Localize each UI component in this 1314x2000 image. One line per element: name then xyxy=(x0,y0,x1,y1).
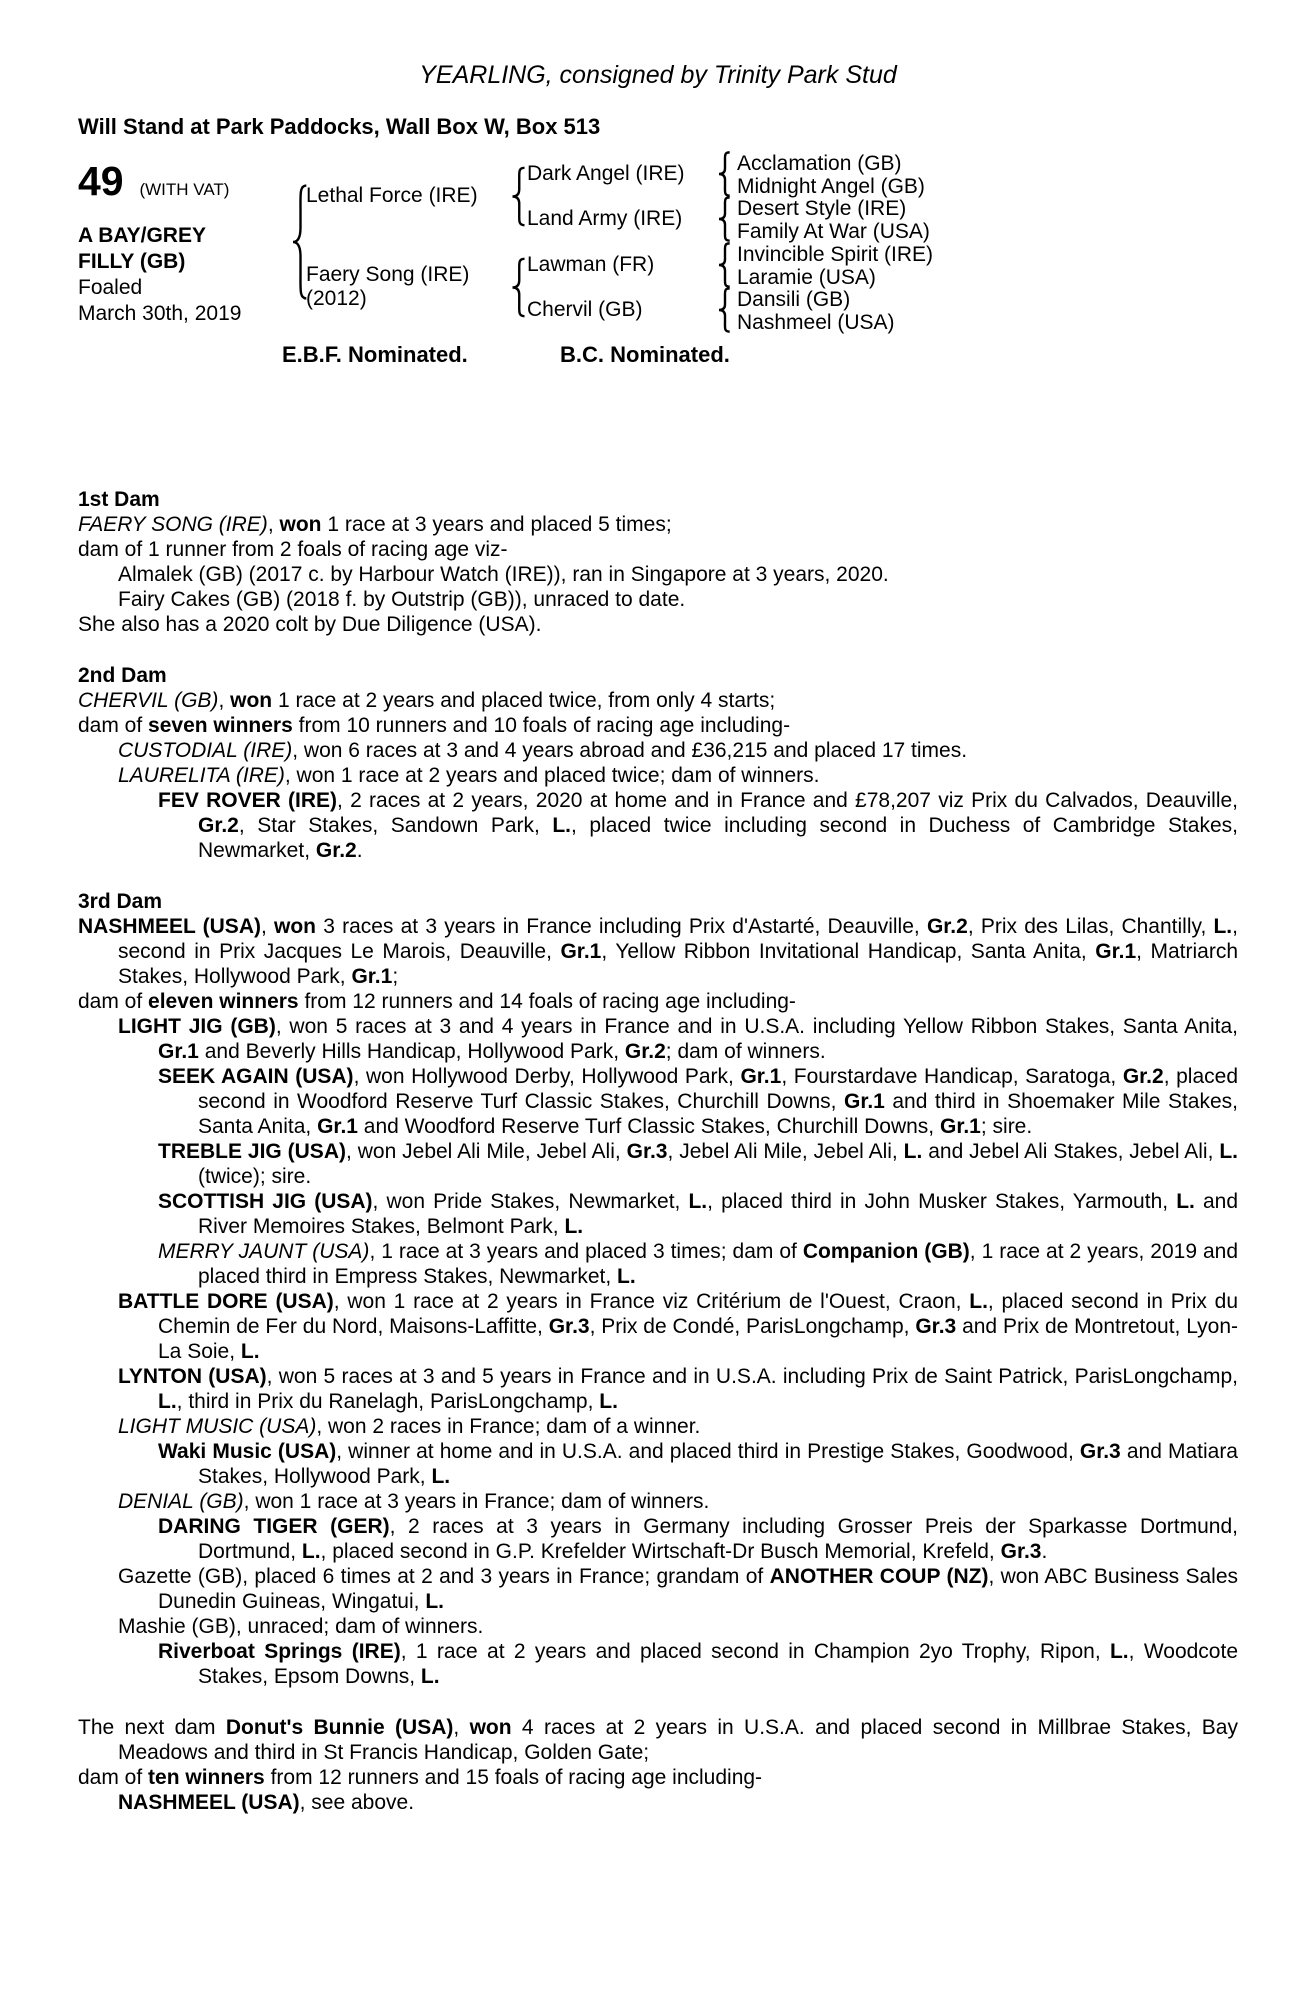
dam-section xyxy=(78,889,1238,1689)
pedigree-paragraph xyxy=(78,537,1238,562)
text-run: , 1 race at 2 years, 2019 and placed third in Empress Stakes, Newmarket, xyxy=(198,1240,1238,1288)
text-run: CHERVIL (GB) xyxy=(78,689,219,712)
pedigree-paragraph xyxy=(78,1614,1238,1639)
text-run: , Jebel Ali Mile, Jebel Ali, xyxy=(667,1140,904,1163)
gen3-dam: Laramie (USA) xyxy=(737,266,876,289)
text-run: Gr.2 xyxy=(1122,1065,1164,1088)
text-run: , won Pride Stakes, Newmarket, xyxy=(372,1190,689,1213)
text-run: Gr.3 xyxy=(1000,1540,1042,1563)
text-run: Donut's Bunnie (USA) xyxy=(225,1716,454,1739)
text-run: Companion (GB) xyxy=(802,1240,970,1263)
grandsire-name: Lawman (FR) xyxy=(527,253,655,276)
text-run: won xyxy=(469,1716,512,1739)
text-run: LAURELITA (IRE) xyxy=(118,764,285,787)
granddam-name: Chervil (GB) xyxy=(527,298,643,321)
bc-nomination: B.C. Nominated. xyxy=(560,342,730,367)
pedigree-paragraph xyxy=(78,1715,1238,1765)
text-run: , Star Stakes, Sandown Park, xyxy=(238,814,553,837)
text-run: dam of xyxy=(78,990,149,1013)
text-run: DARING TIGER (GER) xyxy=(158,1515,390,1538)
text-run: NASHMEEL (USA) xyxy=(78,915,261,938)
text-run: , won 1 race at 3 years in France; dam of winners. xyxy=(243,1490,710,1513)
text-run: , placed twice including second in Duchess of Cambridge Stakes, Newmarket, xyxy=(198,814,1238,862)
stand-location: Will Stand at Park Paddocks, Wall Box W, Box 513 xyxy=(78,114,601,139)
dam-section xyxy=(78,487,1238,637)
dam-name: Faery Song (IRE) xyxy=(306,263,470,286)
text-run: L. xyxy=(158,1390,177,1413)
text-run: , won 1 race at 2 years and placed twice; dam of winners. xyxy=(284,764,820,787)
text-run: FAERY SONG (IRE) xyxy=(78,513,268,536)
text-run: , Woodcote Stakes, Epsom Downs, xyxy=(198,1640,1238,1688)
text-run: Riverboat Springs (IRE) xyxy=(158,1640,401,1663)
text-run: dam of xyxy=(78,1766,149,1789)
pedigree-paragraph xyxy=(78,788,1238,863)
text-run: , won ABC Business Sales Dunedin Guineas, Wingatui, xyxy=(158,1565,1238,1613)
pedigree-paragraph xyxy=(78,1139,1238,1189)
text-run: Gr.2 xyxy=(926,915,968,938)
text-run: and Beverly Hills Handicap, Hollywood Park, xyxy=(198,1040,625,1063)
text-run: She also has a 2020 colt by Due Diligence (USA). xyxy=(78,613,542,636)
text-run: ANOTHER COUP (NZ) xyxy=(769,1565,989,1588)
text-run: , won 5 races at 3 and 5 years in France and in U.S.A. including Prix de Saint Patrick, ParisLongchamp, xyxy=(266,1365,1238,1388)
text-run: Gr.1 xyxy=(158,1040,199,1063)
text-run: The next dam xyxy=(78,1716,226,1739)
text-run: , won 1 race at 2 years in France viz Critérium de l'Ouest, Craon, xyxy=(333,1290,970,1313)
text-run: , 2 races at 3 years in Germany including Grosser Preis der Sparkasse Dortmund, Dortmund, xyxy=(198,1515,1238,1563)
text-run: Gr.1 xyxy=(560,940,602,963)
text-run: LYNTON (USA) xyxy=(118,1365,267,1388)
pedigree-paragraph xyxy=(78,1765,1238,1790)
pedigree-brace xyxy=(508,166,526,227)
text-run: Gr.3 xyxy=(548,1315,590,1338)
text-run: L. xyxy=(969,1290,988,1313)
text-run: Gr.1 xyxy=(843,1090,885,1113)
pedigree-brace xyxy=(715,151,731,197)
text-run: , winner at home and in U.S.A. and placed third in Prestige Stakes, Goodwood, xyxy=(336,1440,1080,1463)
text-run: , Fourstardave Handicap, Saratoga, xyxy=(781,1065,1123,1088)
foaled-label: Foaled xyxy=(78,276,143,299)
text-run: , 1 race at 3 years and placed 3 times; dam of xyxy=(369,1240,803,1263)
text-run: L. xyxy=(552,814,572,837)
pedigree-paragraph xyxy=(78,1289,1238,1364)
pedigree-paragraph xyxy=(78,989,1238,1014)
text-run: , won 6 races at 3 and 4 years abroad and £36,215 and placed 17 times. xyxy=(292,739,968,762)
text-run: LIGHT JIG (GB) xyxy=(118,1015,276,1038)
gen3-pair xyxy=(737,152,925,198)
text-run: Gr.2 xyxy=(624,1040,666,1063)
text-run: ; sire. xyxy=(980,1115,1033,1138)
dam-heading: 2nd Dam xyxy=(78,664,167,687)
pedigree-paragraph xyxy=(78,763,1238,788)
pedigree-area xyxy=(78,150,1238,375)
text-run: eleven winners xyxy=(148,990,299,1013)
text-run: ; xyxy=(392,965,399,988)
gen3-dam: Nashmeel (USA) xyxy=(737,311,895,334)
text-run: LIGHT MUSIC (USA) xyxy=(118,1415,317,1438)
text-run: (twice); sire. xyxy=(198,1165,312,1188)
text-run: Gazette (GB), placed 6 times at 2 and 3 years in France; grandam of xyxy=(118,1565,770,1588)
pedigree-brace xyxy=(715,242,731,288)
gen3-sire: Dansili (GB) xyxy=(737,288,851,311)
pedigree-paragraph xyxy=(78,1439,1238,1489)
text-run: L. xyxy=(1176,1190,1195,1213)
pedigree-paragraph xyxy=(78,1564,1238,1614)
text-run: MERRY JAUNT (USA) xyxy=(158,1240,370,1263)
gen3-sire: Desert Style (IRE) xyxy=(737,197,907,220)
text-run: L. xyxy=(301,1540,321,1563)
text-run: 3 races at 3 years in France including Prix d'Astarté, Deauville, xyxy=(316,915,927,938)
text-run: from 12 runners and 15 foals of racing age including- xyxy=(264,1766,763,1789)
text-run: ; dam of winners. xyxy=(665,1040,826,1063)
pedigree-paragraph xyxy=(78,1364,1238,1414)
text-run: , placed second in G.P. Krefelder Wirtschaft-Dr Busch Memorial, Krefeld, xyxy=(320,1540,1001,1563)
dam-year: (2012) xyxy=(306,287,367,310)
text-run: L. xyxy=(1109,1640,1129,1663)
ebf-nomination: E.B.F. Nominated. xyxy=(282,342,468,367)
text-run: , Prix de Condé, ParisLongchamp, xyxy=(589,1315,916,1338)
text-run: L. xyxy=(903,1140,923,1163)
pedigree-paragraph xyxy=(78,1639,1238,1689)
pedigree-brace xyxy=(715,287,731,333)
pedigree-paragraph xyxy=(78,914,1238,989)
text-run: , see above. xyxy=(299,1791,415,1814)
text-run: , third in Prix du Ranelagh, ParisLongchamp, xyxy=(176,1390,600,1413)
lot-number: 49 xyxy=(78,158,124,204)
text-run: Gr.2 xyxy=(315,839,357,862)
text-run: Gr.1 xyxy=(939,1115,981,1138)
pedigree-paragraph xyxy=(78,713,1238,738)
text-run: 1 race at 3 years and placed 5 times; xyxy=(321,513,672,536)
gen3-dam: Family At War (USA) xyxy=(737,220,930,243)
text-run: seven winners xyxy=(148,714,293,737)
page-title: YEARLING, consigned by Trinity Park Stud xyxy=(419,61,897,89)
text-run: Mashie (GB), unraced; dam of winners. xyxy=(118,1615,484,1638)
text-run: 4 races at 2 years in U.S.A. and placed second in Millbrae Stakes, Bay Meadows and third in St Francis Handicap, Golden Gate; xyxy=(118,1716,1238,1764)
foaled-date: March 30th, 2019 xyxy=(78,302,242,325)
text-run: . xyxy=(1041,1540,1048,1563)
text-run: NASHMEEL (USA) xyxy=(118,1791,300,1814)
text-run: Gr.3 xyxy=(626,1140,668,1163)
text-run: L. xyxy=(431,1465,451,1488)
text-run: , placed second in Prix du Chemin de Fer du Nord, Maisons-Laffitte, xyxy=(158,1290,1238,1338)
text-run: from 10 runners and 10 foals of racing age including- xyxy=(292,714,791,737)
text-run: Gr.3 xyxy=(915,1315,957,1338)
lot-block xyxy=(78,158,229,205)
text-run: and Prix de Montretout, Lyon-La Soie, xyxy=(158,1315,1238,1363)
text-run: . xyxy=(356,839,363,862)
pedigree-paragraph xyxy=(78,1790,1238,1815)
dam-heading: 3rd Dam xyxy=(78,890,163,913)
text-run: Almalek (GB) (2017 c. by Harbour Watch (IRE)), ran in Singapore at 3 years, 2020. xyxy=(118,563,889,586)
pedigree-paragraph xyxy=(78,1414,1238,1439)
text-run: Gr.3 xyxy=(1079,1440,1121,1463)
text-run: , xyxy=(260,915,275,938)
dam-section xyxy=(78,1715,1238,1815)
pedigree-paragraph xyxy=(78,512,1238,537)
text-run: dam of xyxy=(78,714,149,737)
text-run: L. xyxy=(420,1665,440,1688)
gen3-dam: Midnight Angel (GB) xyxy=(737,175,925,198)
pedigree-paragraph xyxy=(78,1014,1238,1064)
text-run: BATTLE DORE (USA) xyxy=(118,1290,334,1313)
text-run: L. xyxy=(617,1265,636,1288)
text-run: Waki Music (USA) xyxy=(158,1440,337,1463)
text-run: ten winners xyxy=(148,1766,265,1789)
text-run: , xyxy=(453,1716,470,1739)
text-run: Gr.1 xyxy=(317,1115,358,1138)
text-run: from 12 runners and 14 foals of racing age including- xyxy=(298,990,796,1013)
dam-section xyxy=(78,663,1238,863)
pedigree-paragraph xyxy=(78,562,1238,587)
text-run: Gr.1 xyxy=(740,1065,782,1088)
text-run: DENIAL (GB) xyxy=(118,1490,244,1513)
pedigree-brace xyxy=(715,196,731,242)
pedigree-paragraph xyxy=(78,587,1238,612)
horse-sex: FILLY (GB) xyxy=(78,250,186,273)
pedigree-paragraph xyxy=(78,1064,1238,1139)
text-run: , won 2 races in France; dam of a winner. xyxy=(316,1415,701,1438)
text-run: Fairy Cakes (GB) (2018 f. by Outstrip (GB)), unraced to date. xyxy=(118,588,686,611)
text-run: L. xyxy=(1213,915,1233,938)
dam-heading: 1st Dam xyxy=(78,488,160,511)
text-run: TREBLE JIG (USA) xyxy=(158,1140,346,1163)
text-run: , Prix des Lilas, Chantilly, xyxy=(967,915,1214,938)
text-run: L. xyxy=(1219,1140,1239,1163)
pedigree-brace xyxy=(288,182,308,302)
text-run: , placed second in Woodford Reserve Turf Classic Stakes, Churchill Downs, xyxy=(198,1065,1238,1113)
pedigree-paragraph xyxy=(78,1189,1238,1239)
pedigree-paragraph xyxy=(78,1514,1238,1564)
pedigree-paragraph xyxy=(78,688,1238,713)
text-run: , 2 races at 2 years, 2020 at home and in France and £78,207 viz Prix du Calvados, Deauville, xyxy=(337,789,1238,812)
text-run: and Woodford Reserve Turf Classic Stakes, Churchill Downs, xyxy=(357,1115,940,1138)
text-run: , xyxy=(267,513,280,536)
text-run: , won Hollywood Derby, Hollywood Park, xyxy=(353,1065,741,1088)
produce-sections xyxy=(78,487,1238,1815)
text-run: won xyxy=(279,513,322,536)
sire-name: Lethal Force (IRE) xyxy=(306,184,478,207)
gen3-sire: Acclamation (GB) xyxy=(737,152,902,175)
gen3-pair xyxy=(737,288,895,334)
text-run: Gr.1 xyxy=(1095,940,1137,963)
text-run: L. xyxy=(688,1190,708,1213)
text-run: won xyxy=(230,689,273,712)
text-run: CUSTODIAL (IRE) xyxy=(118,739,293,762)
text-run: , won Jebel Ali Mile, Jebel Ali, xyxy=(345,1140,627,1163)
gen3-pair xyxy=(737,197,930,243)
pedigree-brace xyxy=(508,257,526,318)
text-run: FEV ROVER (IRE) xyxy=(158,789,338,812)
pedigree-paragraph xyxy=(78,738,1238,763)
text-run: and River Memoires Stakes, Belmont Park, xyxy=(198,1190,1238,1238)
text-run: L. xyxy=(599,1390,618,1413)
text-run: , 1 race at 2 years and placed second in Champion 2yo Trophy, Ripon, xyxy=(400,1640,1110,1663)
text-run: , placed third in John Musker Stakes, Yarmouth, xyxy=(707,1190,1177,1213)
horse-colour: A BAY/GREY xyxy=(78,224,206,247)
gen3-sire: Invincible Spirit (IRE) xyxy=(737,243,934,266)
granddam-name: Land Army (IRE) xyxy=(527,207,683,230)
text-run: dam of 1 runner from 2 foals of racing age viz- xyxy=(78,538,508,561)
text-run: L. xyxy=(240,1340,260,1363)
text-run: 1 race at 2 years and placed twice, from only 4 starts; xyxy=(272,689,776,712)
horse-description xyxy=(78,223,241,327)
text-run: L. xyxy=(425,1590,444,1613)
text-run: Gr.1 xyxy=(351,965,393,988)
grandsire-name: Dark Angel (IRE) xyxy=(527,162,685,185)
vat-note: (WITH VAT) xyxy=(139,180,230,199)
text-run: SCOTTISH JIG (USA) xyxy=(158,1190,373,1213)
text-run: , xyxy=(218,689,231,712)
text-run: and third in Shoemaker Mile Stakes, Santa Anita, xyxy=(198,1090,1238,1138)
text-run: , Matriarch Stakes, Hollywood Park, xyxy=(118,940,1239,988)
text-run: , Yellow Ribbon Invitational Handicap, Santa Anita, xyxy=(601,940,1096,963)
gen3-pair xyxy=(737,243,933,289)
text-run: won xyxy=(274,915,317,938)
pedigree-paragraph xyxy=(78,1239,1238,1289)
text-run: L. xyxy=(564,1215,584,1238)
pedigree-paragraph xyxy=(78,612,1238,637)
pedigree-paragraph xyxy=(78,1489,1238,1514)
text-run: , second in Prix Jacques Le Marois, Deauville, xyxy=(118,915,1238,963)
text-run: SEEK AGAIN (USA) xyxy=(158,1065,354,1088)
text-run: Gr.2 xyxy=(198,814,239,837)
text-run: and Matiara Stakes, Hollywood Park, xyxy=(198,1440,1238,1488)
text-run: , won 5 races at 3 and 4 years in France and in U.S.A. including Yellow Ribbon Stakes, Santa Anita, xyxy=(275,1015,1238,1038)
text-run: and Jebel Ali Stakes, Jebel Ali, xyxy=(922,1140,1220,1163)
